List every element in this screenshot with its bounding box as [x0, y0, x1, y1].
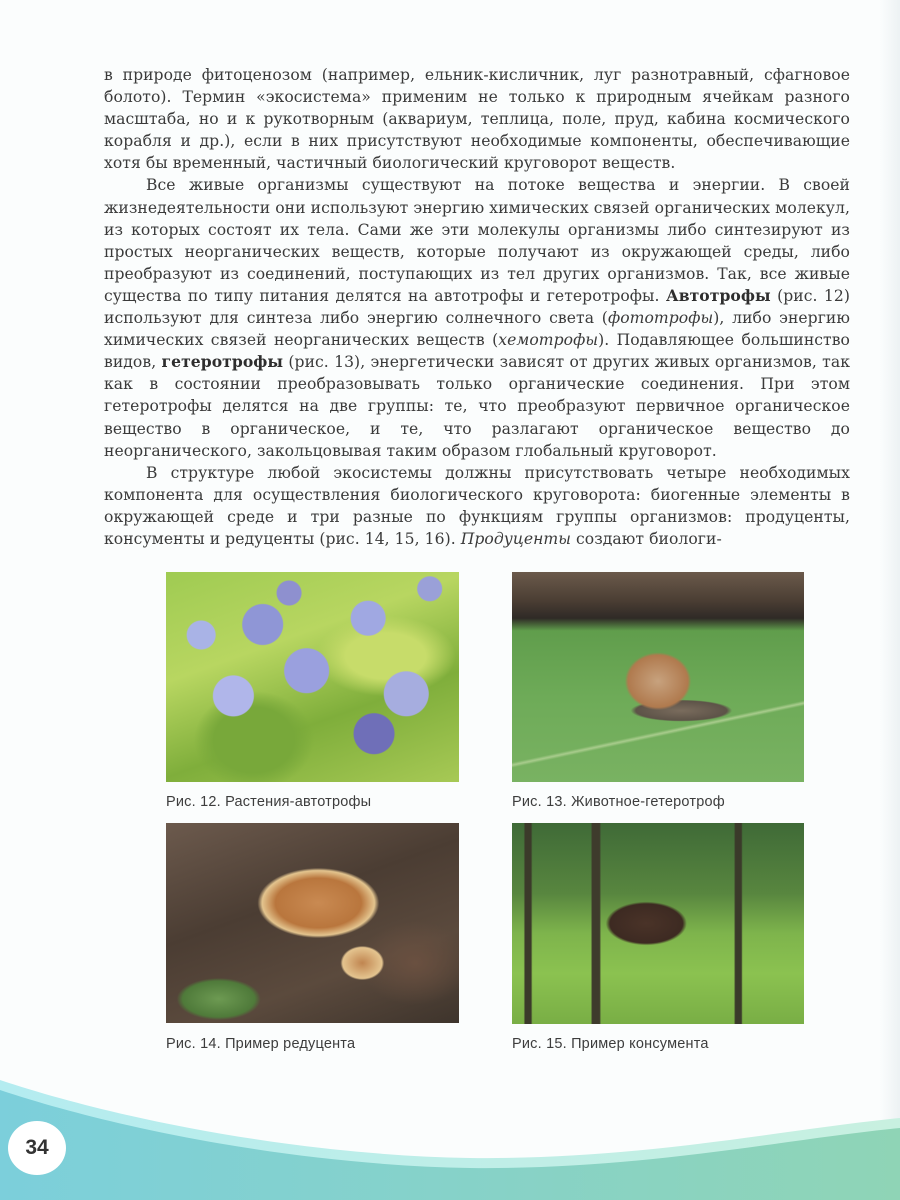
- bold-term: гетеротрофы: [161, 352, 284, 372]
- text-run: Все живые организмы существуют на потоке вещества и энергии. В своей жизнедеятельности они используют энергию химических связей органических молекул, из которых состоят их тела. Сами же эти молекулы организмы либо синтезируют из простых неорганических веществ, которые получают из окружающей среды, либо преобразуют из соединений, поступающих из тел других организмов. Так, все живые существа по типу питания делятся на автотрофы и гетеротрофы.: [104, 176, 850, 305]
- decorative-footer-wave: [0, 1070, 900, 1200]
- bison-photo: [512, 823, 804, 1024]
- mushroom-photo: [166, 823, 459, 1023]
- text-run: (рис. 12) используют для синтеза либо энергию солнечного света (: [104, 286, 850, 328]
- text-run: В структуре любой экосистемы должны присутствовать четыре необходимых компонента для осуществления биологического круговорота: биогенные элементы в окружающей среде и три разные по функциям группы организмов: продуценты, консументы и редуценты (рис. 14, 15, 16).: [104, 463, 850, 548]
- text-run: в природе фитоценозом (например, ельник-кисличник, луг разнотравный, сфагновое болото). Термин «экосистема» применим не только к природным ячейкам разного масштаба, но и к рукотворным (аквариум, теплица, поле, пруд, кабина космического корабля и др.), если в них присутствуют необходимые компоненты, обеспечивающие хотя бы временный, частичный биологический круговорот веществ.: [104, 66, 850, 173]
- body-text: [104, 64, 850, 550]
- paragraph-2: [104, 174, 850, 461]
- page-edge-shadow: [880, 0, 900, 1200]
- paragraph-3: [104, 462, 850, 550]
- text-run: (рис. 13), энергетически зависят от других живых организмов, так как в состоянии преобразовывать только органические соединения. При этом гетеротрофы делятся на две группы: те, что преобразуют первичное органическое вещество в органическое, и те, что разлагают органическое вещество до неорганического, закольцовывая таким образом глобальный круговорот.: [104, 353, 850, 460]
- italic-term: фототрофы: [607, 309, 714, 328]
- figure-caption: Рис. 13. Животное-гетеротроф: [512, 794, 725, 810]
- text-run: ), либо энергию химических связей неорганических веществ (: [104, 309, 850, 350]
- text-run: создают биологи-: [571, 529, 722, 548]
- text-run: ). Подавляющее большинство видов,: [104, 331, 850, 372]
- snail-photo: [512, 572, 804, 782]
- figure-caption: Рис. 15. Пример консумента: [512, 1036, 709, 1052]
- figure-caption: Рис. 12. Растения-автотрофы: [166, 794, 372, 810]
- page-number: 34: [8, 1121, 66, 1175]
- flowers-photo: [166, 572, 459, 782]
- figure-caption: Рис. 14. Пример редуцента: [166, 1036, 356, 1052]
- italic-term: Продуценты: [460, 529, 571, 548]
- bold-term: Автотрофы: [665, 285, 771, 305]
- paragraph-1: [104, 64, 850, 174]
- italic-term: хемотрофы: [498, 331, 599, 350]
